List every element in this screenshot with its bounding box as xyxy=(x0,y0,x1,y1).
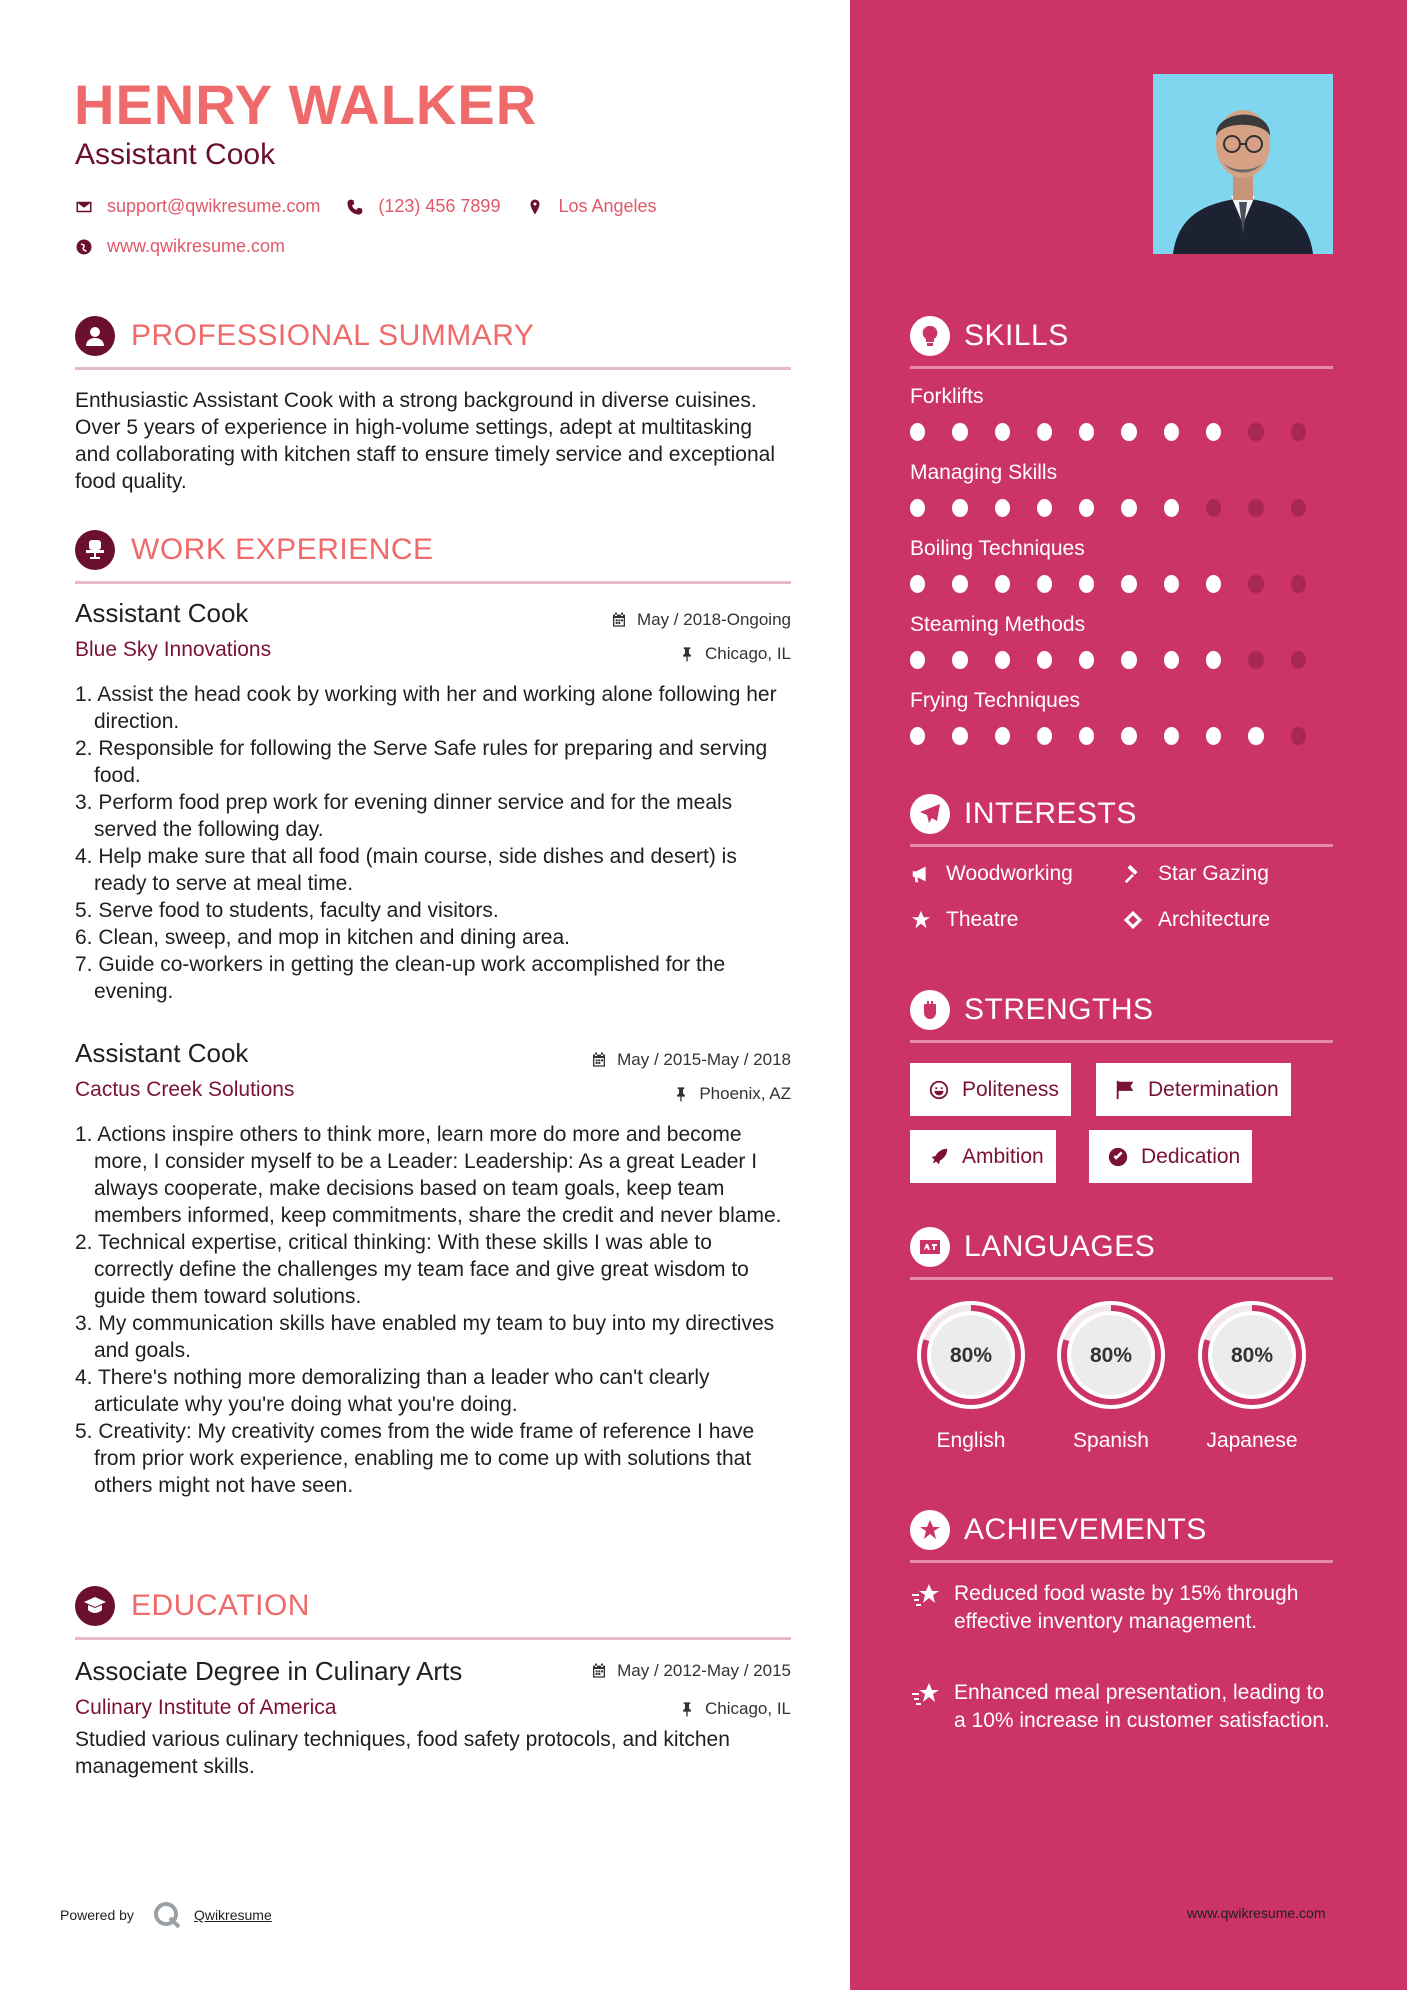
job-dates xyxy=(591,1050,791,1070)
languages-section xyxy=(910,1224,1333,1280)
achievement-text: Enhanced meal presentation, leading to a 10% increase in customer satisfaction. xyxy=(954,1681,1330,1732)
rating-dot-empty xyxy=(1291,499,1306,517)
list-item: 3. My communication skills have enabled my team to buy into my directives and goals. xyxy=(75,1312,775,1362)
rating-dot-filled xyxy=(1121,423,1136,441)
interests-section xyxy=(910,791,1333,847)
skills-section xyxy=(910,313,1333,765)
rating-dot-filled xyxy=(995,575,1010,593)
interest-item xyxy=(1122,908,1270,932)
interest-label: Architecture xyxy=(1158,908,1271,931)
rating-dot-filled xyxy=(1164,423,1179,441)
degree-title: Associate Degree in Culinary Arts xyxy=(75,1656,463,1686)
pushpin-icon xyxy=(679,1701,695,1717)
rating-dot-empty xyxy=(1248,575,1263,593)
rating-dot-empty xyxy=(1206,499,1221,517)
section-divider xyxy=(75,581,791,584)
skill-rating xyxy=(910,717,1333,765)
smile-icon xyxy=(928,1079,950,1101)
section-divider xyxy=(75,1637,791,1640)
rating-dot-filled xyxy=(952,575,967,593)
rating-dot-filled xyxy=(1079,575,1094,593)
job-dates xyxy=(611,610,791,630)
ticket-icon xyxy=(1122,909,1144,931)
rating-dot-filled xyxy=(1248,727,1263,745)
envelope-icon xyxy=(75,198,93,216)
skill-item xyxy=(910,385,1333,461)
skill-item xyxy=(910,537,1333,613)
language-name: Japanese xyxy=(1206,1429,1298,1452)
achievements-heading: ACHIEVEMENTS xyxy=(964,1513,1207,1546)
gavel-icon xyxy=(1122,863,1144,885)
shooting-star-icon xyxy=(910,1580,942,1612)
rating-dot-filled xyxy=(910,575,925,593)
contact-location xyxy=(526,196,656,217)
megaphone-icon xyxy=(910,863,932,885)
skill-name: Forklifts xyxy=(910,385,984,408)
skills-heading: SKILLS xyxy=(964,319,1069,352)
strength-label: Politeness xyxy=(962,1077,1059,1101)
rating-dot-filled xyxy=(995,727,1010,745)
rating-dot-filled xyxy=(910,651,925,669)
education-dates xyxy=(591,1661,791,1681)
rating-dot-filled xyxy=(910,423,925,441)
flag-icon xyxy=(1114,1079,1136,1101)
education-dates-text: May / 2012-May / 2015 xyxy=(617,1661,791,1680)
rating-dot-filled xyxy=(1037,499,1052,517)
rating-dot-empty xyxy=(1291,727,1306,745)
rating-dot-filled xyxy=(952,727,967,745)
rating-dot-empty xyxy=(1291,575,1306,593)
summary-heading: PROFESSIONAL SUMMARY xyxy=(131,319,535,352)
user-icon xyxy=(75,316,115,356)
job-entry xyxy=(75,598,791,1005)
person-portrait-icon xyxy=(1153,74,1333,254)
strength-chip xyxy=(910,1063,1071,1116)
languages-heading: LANGUAGES xyxy=(964,1230,1156,1263)
candidate-role: Assistant Cook xyxy=(75,138,276,171)
rating-dot-filled xyxy=(1206,727,1221,745)
language-gauge xyxy=(910,1294,1032,1416)
list-item: 1. Actions inspire others to think more, learn more do more and become more, I consider myself to be a Leader: Leadership: As a great Leader I always cooperate, make decisions based on team goals, keep team members informed, keep commitments, share the credit and never blame. xyxy=(75,1123,782,1227)
list-item: 5. Serve food to students, faculty and visitors. xyxy=(75,899,499,922)
section-divider xyxy=(910,1560,1333,1563)
language-name: English xyxy=(936,1429,1006,1452)
rating-dot-empty xyxy=(1248,651,1263,669)
section-divider xyxy=(910,844,1333,847)
rating-dot-filled xyxy=(1079,499,1094,517)
job-location-text: Phoenix, AZ xyxy=(699,1084,791,1103)
rating-dot-filled xyxy=(1164,651,1179,669)
list-item: 3. Perform food prep work for evening dinner service and for the meals served the following day. xyxy=(75,791,733,841)
list-item: 2. Responsible for following the Serve Safe rules for preparing and serving food. xyxy=(75,737,768,787)
skill-rating xyxy=(910,565,1333,613)
achievement-item xyxy=(910,1580,1333,1636)
contact-row-2 xyxy=(75,236,311,257)
education-text: Studied various culinary techniques, food safety protocols, and kitchen management skills. xyxy=(75,1728,730,1778)
rating-dot-filled xyxy=(952,499,967,517)
education-location xyxy=(679,1699,791,1719)
interest-item xyxy=(910,908,1018,932)
summary-text: Enthusiastic Assistant Cook with a strong background in diverse cuisines. Over 5 years of experience in high-volume settings, adept at multitasking and collaborating with kitchen staff to ensure timely service and exceptional food quality. xyxy=(75,389,776,493)
skill-rating xyxy=(910,489,1333,537)
strength-chip xyxy=(910,1130,1056,1183)
calendar-icon xyxy=(591,1052,607,1068)
rating-dot-filled xyxy=(1206,651,1221,669)
interests-heading: INTERESTS xyxy=(964,797,1137,830)
star-badge-icon xyxy=(910,1510,950,1550)
map-pin-icon xyxy=(526,198,544,216)
rating-dot-filled xyxy=(1206,575,1221,593)
email-text[interactable]: support@qwikresume.com xyxy=(107,196,321,216)
job-dates-text: May / 2018-Ongoing xyxy=(636,610,791,629)
gauge-percent: 80% xyxy=(1089,1344,1133,1367)
education-location-text: Chicago, IL xyxy=(705,1699,791,1718)
contact-website[interactable] xyxy=(75,236,285,257)
job-bullets xyxy=(75,1121,791,1499)
footer-powered-by xyxy=(60,1900,272,1930)
strengths-heading: STRENGTHS xyxy=(964,993,1154,1026)
rating-dot-filled xyxy=(1037,575,1052,593)
language-item xyxy=(910,1294,1032,1453)
qwikresume-logo-icon xyxy=(152,1900,182,1930)
rating-dot-filled xyxy=(1164,499,1179,517)
lightbulb-icon xyxy=(910,316,950,356)
experience-section xyxy=(75,527,791,584)
rating-dot-filled xyxy=(910,727,925,745)
contact-row xyxy=(75,196,683,217)
office-chair-icon xyxy=(75,530,115,570)
rating-dot-filled xyxy=(995,499,1010,517)
rating-dot-filled xyxy=(1079,727,1094,745)
language-item xyxy=(1050,1294,1172,1453)
rating-dot-filled xyxy=(1037,651,1052,669)
rating-dot-filled xyxy=(1079,423,1094,441)
rating-dot-filled xyxy=(1206,423,1221,441)
language-name: Spanish xyxy=(1073,1429,1149,1452)
skills-list xyxy=(910,385,1333,765)
job-company: Blue Sky Innovations xyxy=(75,638,272,661)
skill-name: Boiling Techniques xyxy=(910,537,1085,560)
language-item xyxy=(1191,1294,1313,1453)
job-location xyxy=(679,644,791,664)
strengths-section xyxy=(910,987,1333,1043)
job-bullets xyxy=(75,681,791,1005)
achievement-item xyxy=(910,1679,1333,1735)
rating-dot-filled xyxy=(1121,499,1136,517)
rating-dot-filled xyxy=(1037,423,1052,441)
footer-site[interactable]: www.qwikresume.com xyxy=(1187,1905,1326,1921)
website-text[interactable]: www.qwikresume.com xyxy=(107,236,286,256)
skill-item xyxy=(910,461,1333,537)
gauge-percent: 80% xyxy=(1230,1344,1274,1367)
powered-by-text: Powered by xyxy=(60,1907,134,1923)
job-company: Cactus Creek Solutions xyxy=(75,1078,295,1101)
education-heading: EDUCATION xyxy=(131,1589,310,1622)
strength-chip xyxy=(1096,1063,1291,1116)
skill-rating xyxy=(910,641,1333,689)
job-entry xyxy=(75,1038,791,1499)
education-entry xyxy=(75,1656,791,1780)
list-item: 6. Clean, sweep, and mop in kitchen and dining area. xyxy=(75,926,570,949)
experience-heading: WORK EXPERIENCE xyxy=(131,533,434,566)
fist-icon xyxy=(910,990,950,1030)
shooting-star-icon xyxy=(910,1679,942,1711)
rating-dot-filled xyxy=(995,423,1010,441)
rating-dot-filled xyxy=(1164,575,1179,593)
interest-label: Star Gazing xyxy=(1158,862,1269,885)
section-divider xyxy=(75,367,791,370)
rocket-icon xyxy=(928,1146,950,1168)
candidate-name: HENRY WALKER xyxy=(74,73,538,136)
calendar-icon xyxy=(611,612,627,628)
list-item: 2. Technical expertise, critical thinking: With these skills I was able to correctly define the challenges my team face and give great wisdom to guide them toward solutions. xyxy=(75,1231,749,1308)
language-gauge xyxy=(1050,1294,1172,1416)
list-item: 4. Help make sure that all food (main course, side dishes and desert) is ready to serve at meal time. xyxy=(75,845,737,895)
language-icon xyxy=(910,1227,950,1267)
language-gauge xyxy=(1191,1294,1313,1416)
rating-dot-empty xyxy=(1291,423,1306,441)
phone-text[interactable]: (123) 456 7899 xyxy=(378,196,501,216)
rating-dot-filled xyxy=(1121,727,1136,745)
achievements-section xyxy=(910,1507,1333,1563)
strength-chip xyxy=(1089,1130,1252,1183)
rating-dot-filled xyxy=(995,651,1010,669)
brand-link[interactable]: Qwikresume xyxy=(193,1907,272,1923)
section-divider xyxy=(910,366,1333,369)
interest-label: Woodworking xyxy=(946,862,1073,885)
skill-item xyxy=(910,689,1333,765)
skill-rating xyxy=(910,413,1333,461)
calendar-icon xyxy=(591,1663,607,1679)
graduation-cap-icon xyxy=(75,1586,115,1626)
job-title: Assistant Cook xyxy=(75,598,249,628)
rating-dot-filled xyxy=(1121,575,1136,593)
job-location xyxy=(673,1084,791,1104)
list-item: 4. There's nothing more demoralizing than a leader who can't clearly articulate why you're doing what you're doing. xyxy=(75,1366,710,1416)
list-item: 5. Creativity: My creativity comes from the wide frame of reference I have from prior work experience, enabling me to come up with solutions that others might not have seen. xyxy=(75,1420,755,1497)
skill-item xyxy=(910,613,1333,689)
phone-icon xyxy=(346,198,364,216)
job-title: Assistant Cook xyxy=(75,1038,249,1068)
job-dates-text: May / 2015-May / 2018 xyxy=(617,1050,791,1069)
section-divider xyxy=(910,1040,1333,1043)
rating-dot-filled xyxy=(1037,727,1052,745)
check-circle-icon xyxy=(1107,1146,1129,1168)
strength-label: Ambition xyxy=(962,1144,1044,1168)
globe-icon xyxy=(75,238,93,256)
interest-label: Theatre xyxy=(946,908,1019,931)
location-text: Los Angeles xyxy=(558,196,657,216)
school-name: Culinary Institute of America xyxy=(75,1696,337,1719)
skill-name: Frying Techniques xyxy=(910,689,1081,712)
contact-phone[interactable] xyxy=(346,196,500,217)
skill-name: Managing Skills xyxy=(910,461,1058,484)
strength-label: Dedication xyxy=(1141,1144,1241,1168)
list-item: 1. Assist the head cook by working with her and working alone following her direction. xyxy=(75,683,777,733)
rating-dot-filled xyxy=(1121,651,1136,669)
rating-dot-filled xyxy=(1079,651,1094,669)
gauge-percent: 80% xyxy=(949,1344,993,1367)
star-icon xyxy=(910,909,932,931)
rating-dot-empty xyxy=(1291,651,1306,669)
rating-dot-empty xyxy=(1248,423,1263,441)
contact-email[interactable] xyxy=(75,196,320,217)
rating-dot-filled xyxy=(1164,727,1179,745)
interest-item xyxy=(1122,862,1269,886)
interest-item xyxy=(910,862,1073,886)
summary-section xyxy=(75,313,791,495)
pushpin-icon xyxy=(673,1086,689,1102)
pushpin-icon xyxy=(679,646,695,662)
profile-photo xyxy=(1153,74,1333,254)
rating-dot-empty xyxy=(1248,499,1263,517)
job-location-text: Chicago, IL xyxy=(705,644,791,663)
rating-dot-filled xyxy=(952,651,967,669)
education-section xyxy=(75,1583,791,1640)
skill-name: Steaming Methods xyxy=(910,613,1086,636)
rating-dot-filled xyxy=(910,499,925,517)
strength-label: Determination xyxy=(1148,1077,1279,1101)
paper-plane-icon xyxy=(910,794,950,834)
section-divider xyxy=(910,1277,1333,1280)
achievement-text: Reduced food waste by 15% through effective inventory management. xyxy=(954,1582,1299,1633)
list-item: 7. Guide co-workers in getting the clean-up work accomplished for the evening. xyxy=(75,953,726,1003)
rating-dot-filled xyxy=(952,423,967,441)
